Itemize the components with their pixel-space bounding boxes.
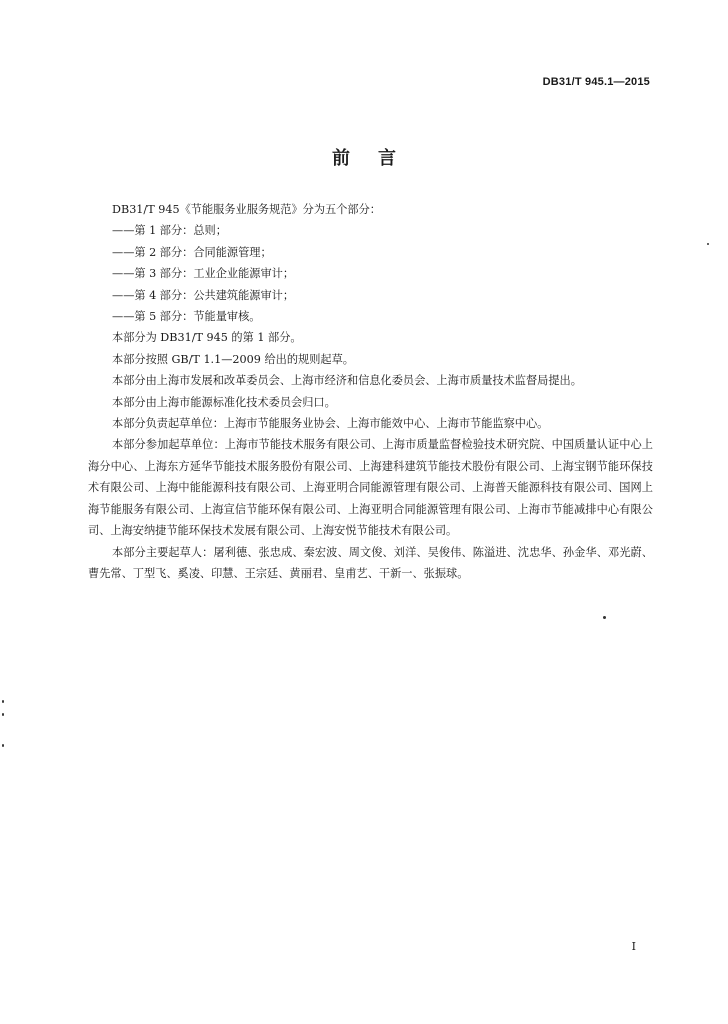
part-list-item: ——第 2 部分：合同能源管理；: [112, 245, 272, 259]
statement-paragraph: 本部分由上海市发展和改革委员会、上海市经济和信息化委员会、上海市质量技术监督局提出。: [112, 374, 582, 388]
foreword-body: [88, 199, 653, 584]
page-number: I: [631, 940, 636, 953]
scan-speck: [2, 713, 4, 716]
drafters-paragraph: 本部分主要起草人：屠利德、张忠成、秦宏波、周文俊、刘洋、吴俊伟、陈溢进、沈忠华、孙金华、邓光蔚、曹先常、丁型飞、奚凌、印慧、王宗廷、黄丽君、皇甫艺、干新一、张振球。: [88, 545, 653, 580]
part-list-item: ——第 3 部分：工业企业能源审计；: [112, 267, 295, 281]
scan-speck: [2, 744, 4, 747]
scan-speck: [2, 700, 4, 703]
intro-paragraph: DB31/T 945《节能服务业服务规范》分为五个部分：: [112, 203, 381, 216]
scan-speck: [603, 616, 606, 619]
standard-code: DB31/T 945.1—2015: [542, 76, 650, 88]
statement-paragraph: 本部分由上海市能源标准化技术委员会归口。: [112, 395, 336, 409]
scan-speck: [707, 243, 709, 245]
part-list-item: ——第 5 部分：节能量审核。: [112, 310, 261, 324]
page-title: 前言: [332, 148, 424, 169]
part-list-item: ——第 1 部分：总则；: [112, 224, 227, 238]
statement-paragraph: 本部分为 DB31/T 945 的第 1 部分。: [112, 331, 302, 345]
statement-paragraph: 本部分负责起草单位：上海市节能服务业协会、上海市能效中心、上海市节能监察中心。: [112, 417, 549, 431]
participants-paragraph: 本部分参加起草单位：上海市节能技术服务有限公司、上海市质量监督检验技术研究院、中国质量认证中心上海分中心、上海东方延华节能技术服务股份有限公司、上海建科建筑节能技术股份有限公司、上海宝钢节能环保技术有限公司、上海中能能源科技有限公司、上海亚明合同能源管理有限公司、上海普天能源科技有限公司、国网上海节能服务有限公司、上海宣信节能环保有限公司、上海亚明合同能源管理有限公司、上海市节能减排中心有限公司、上海安纳捷节能环保技术发展有限公司、上海安悦节能技术有限公司。: [88, 438, 653, 538]
statement-paragraph: 本部分按照 GB/T 1.1—2009 给出的规则起草。: [112, 352, 354, 366]
part-list-item: ——第 4 部分：公共建筑能源审计；: [112, 288, 295, 302]
